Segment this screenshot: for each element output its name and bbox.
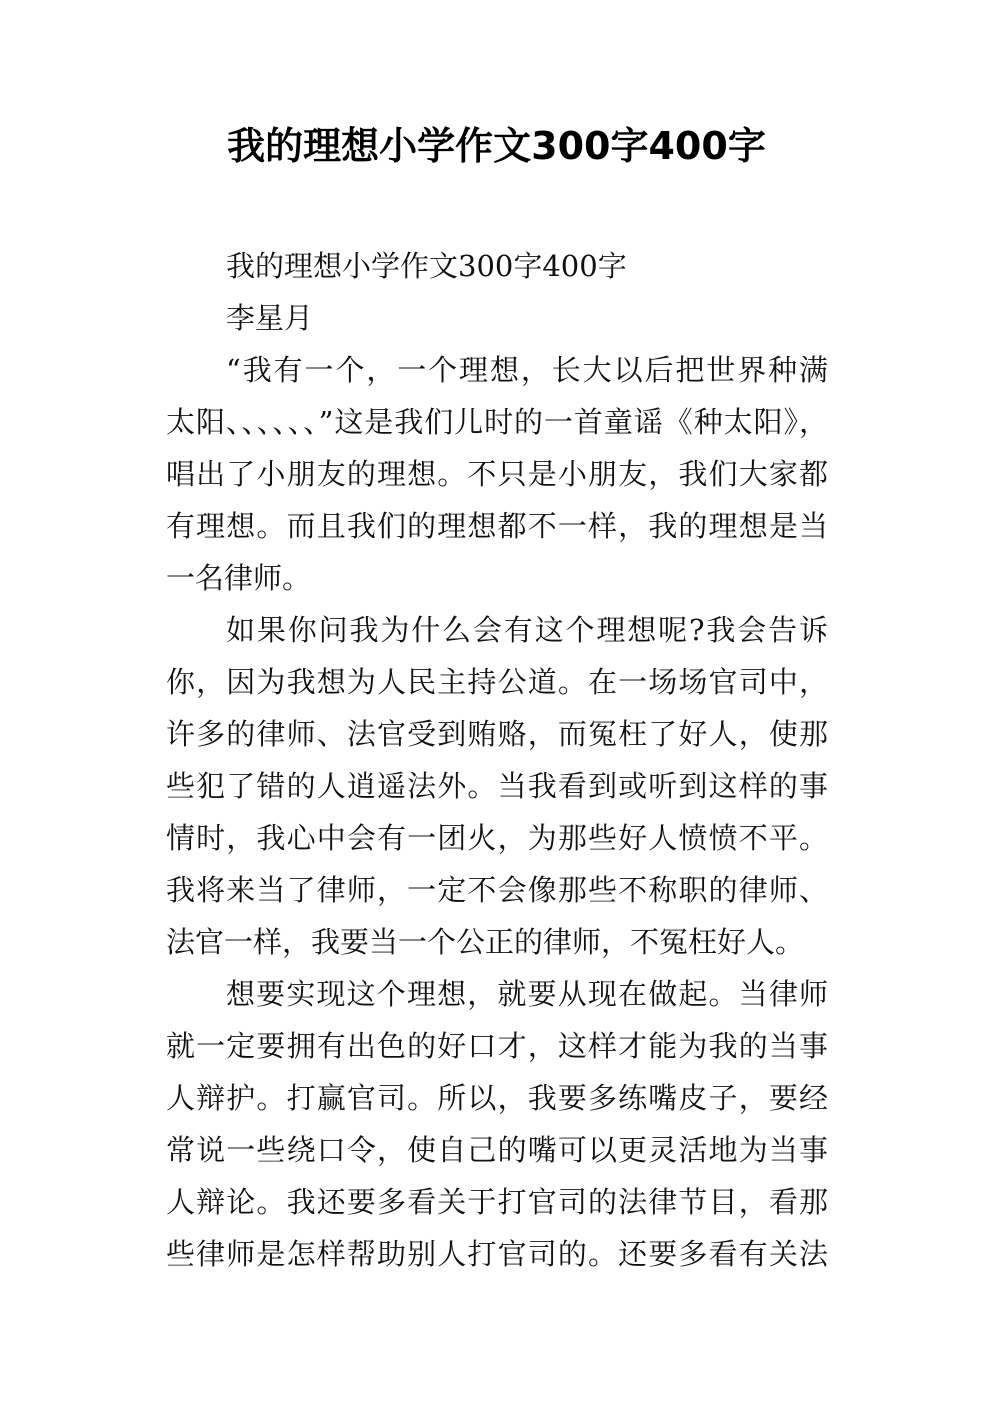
text-line: 我的理想小学作文300字400字	[226, 249, 627, 283]
text-line: 我将来当了律师，一定不会像那些不称职的律师、	[166, 873, 828, 907]
text-line: 些犯了错的人逍遥法外。当我看到或听到这样的事	[166, 769, 828, 803]
document-body	[166, 240, 828, 1280]
text-line: 常说一些绕口令，使自己的嘴可以更灵活地为当事	[166, 1133, 828, 1167]
text-line: 有理想。而且我们的理想都不一样，我的理想是当	[166, 509, 828, 543]
text-line: 许多的律师、法官受到贿赂，而冤枉了好人，使那	[166, 717, 828, 751]
text-line: “我有一个，一个理想，长大以后把世界种满	[226, 353, 828, 387]
text-line: 李星月	[226, 301, 314, 335]
text-line: 唱出了小朋友的理想。不只是小朋友，我们大家都	[166, 457, 828, 491]
text-line: 情时，我心中会有一团火，为那些好人愤愤不平。	[166, 821, 828, 855]
text-line: 太阳、、、、、、”这是我们儿时的一首童谣《种太阳》，	[166, 405, 828, 439]
text-line: 如果你问我为什么会有这个理想呢?我会告诉	[226, 613, 828, 647]
text-line: 想要实现这个理想，就要从现在做起。当律师	[226, 977, 828, 1011]
text-line: 人辩论。我还要多看关于打官司的法律节目，看那	[166, 1185, 828, 1219]
text-line: 你，因为我想为人民主持公道。在一场场官司中，	[166, 665, 828, 699]
text-line: 就一定要拥有出色的好口才，这样才能为我的当事	[166, 1029, 828, 1063]
text-line: 一名律师。	[166, 561, 312, 595]
document-title: 我的理想小学作文300字400字	[227, 124, 766, 168]
text-line: 些律师是怎样帮助别人打官司的。还要多看有关法	[166, 1237, 828, 1271]
text-line: 人辩护。打赢官司。所以，我要多练嘴皮子，要经	[166, 1081, 828, 1115]
text-line: 法官一样，我要当一个公正的律师，不冤枉好人。	[166, 925, 805, 959]
